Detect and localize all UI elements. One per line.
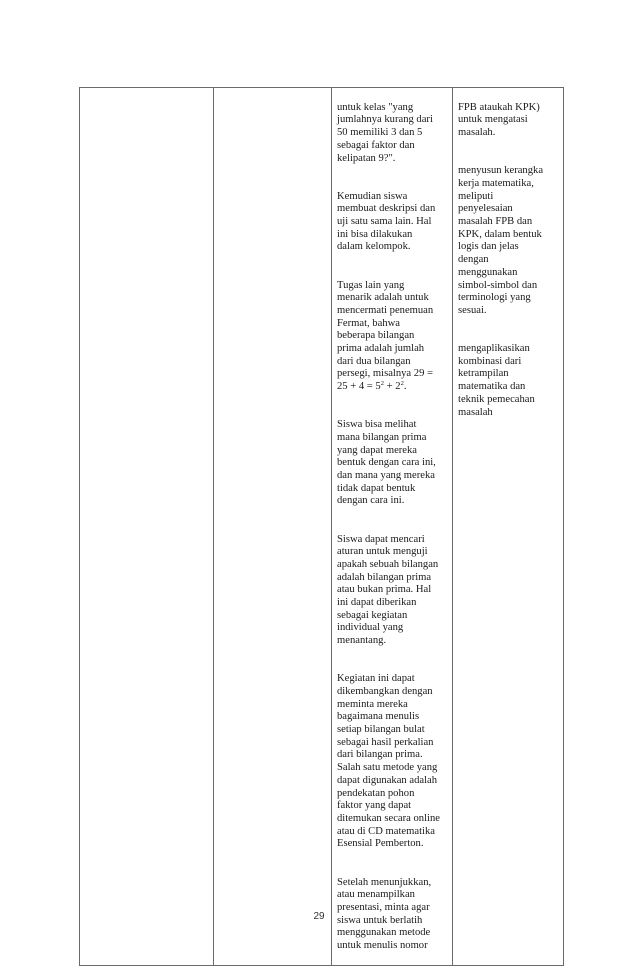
column-3-paragraph-3-text: Tugas lain yang menarik adalah untuk mencermati penemuan Fermat, bahwa beberapa bilangan prima adalah jumlah dari dua bilangan persegi, misalnya 29 = 25 + 4 = 5 xyxy=(337,279,434,393)
page-number: 29 xyxy=(313,911,325,922)
column-3-paragraph-4: Siswa bisa melihat mana bilangan prima yang dapat mereka bentuk dengan cara ini, dan mana yang mereka tidak dapat bentuk dengan cara ini. xyxy=(337,419,436,507)
column-3-paragraph-1: untuk kelas "yang jumlahnya kurang dari 50 memiliki 3 dan 5 sebagai faktor dan kelipatan 9?". xyxy=(337,101,433,164)
column-4-paragraph-1: FPB ataukah KPK) untuk mengatasi masalah. xyxy=(458,101,540,139)
table-cell-column-2 xyxy=(214,88,332,966)
column-4-text xyxy=(453,88,563,432)
column-3-paragraph-3-middle: + 2 xyxy=(383,381,401,393)
table-cell-column-4 xyxy=(453,88,564,966)
column-4-paragraph-3: mengaplikasikan kombinasi dari ketrampilan matematika dan teknik pemecahan masalah xyxy=(458,343,535,418)
column-4-paragraph-2: menyusun kerangka kerja matematika, meliputi penyelesaian masalah FPB dan KPK, dalam bentuk logis dan jelas dengan menggunakan simbol-simbol dan terminologi yang sesuai. xyxy=(458,165,544,316)
column-3-paragraph-3 xyxy=(337,280,448,394)
table-cell-column-3 xyxy=(332,88,453,966)
superscript-exponent: 2 xyxy=(380,380,384,388)
column-3-paragraph-2: Kemudian siswa membuat deskripsi dan uji satu sama lain. Hal ini bisa dilakukan dalam kelompok. xyxy=(337,190,436,253)
column-3-paragraph-5: Siswa dapat mencari aturan untuk menguji apakah sebuah bilangan adalah bilangan prima atau bukan prima. Hal ini dapat diberikan sebagai kegiatan individual yang menantang. xyxy=(337,533,439,647)
column-3-paragraph-6: Kegiatan ini dapat dikembangkan dengan meminta mereka bagaimana menulis setiap bilangan bulat sebagai hasil perkalian dari bilangan prima. Salah satu metode yang dapat digunakan adalah pendekatan pohon faktor yang dapat ditemukan secara online atau di CD matematika Esensial Pemberton. xyxy=(337,673,440,850)
column-3-paragraph-3-end: . xyxy=(403,381,407,393)
table-row xyxy=(80,88,564,966)
superscript-exponent: 2 xyxy=(400,380,404,388)
table-cell-column-1 xyxy=(80,88,214,966)
column-3-text xyxy=(332,88,452,965)
lesson-plan-table xyxy=(79,87,564,966)
column-3-paragraph-7: Setelah menunjukkan, atau menampilkan presentasi, minta agar siswa untuk berlatih menggunakan metode untuk menulis nomor xyxy=(337,876,432,952)
